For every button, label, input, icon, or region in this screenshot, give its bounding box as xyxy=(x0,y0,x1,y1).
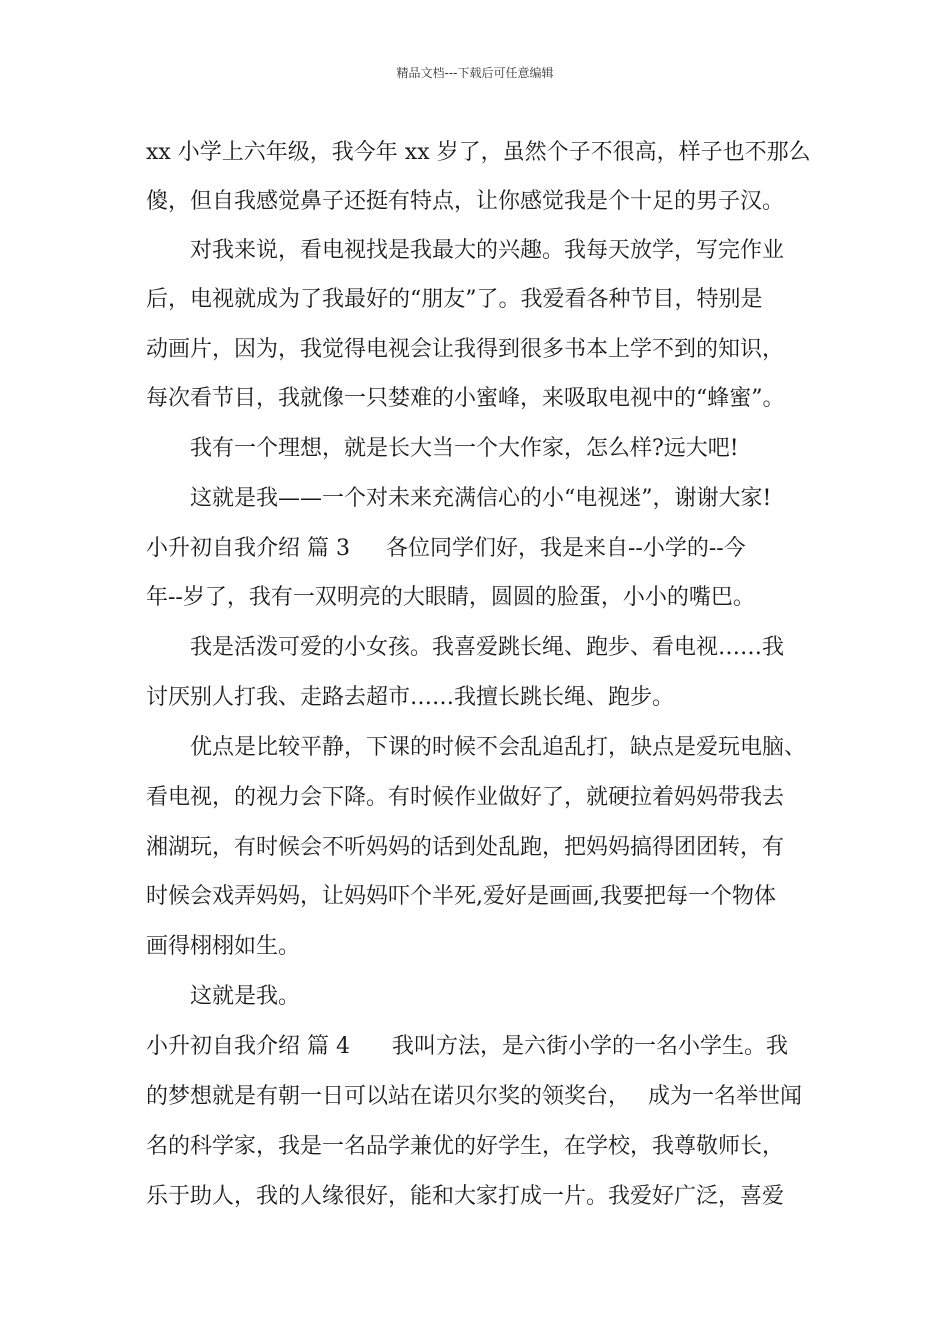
text-segment: 的梦想就是有朝一日可以站在诺贝尔奖的领奖台， xyxy=(146,1084,631,1109)
text-line: 乐于助人，我的人缘很好，能和大家打成一片。我爱好广泛，喜爱 xyxy=(146,1184,785,1209)
section-text: 我叫方法，是六街小学的一名小学生。我 xyxy=(391,1034,788,1059)
section-heading: 小升初自我介绍 篇 4 xyxy=(146,1034,350,1059)
text-line: 讨厌别人打我、走路去超市……我擅长跳长绳、跑步。 xyxy=(146,685,675,710)
paragraph-start: 我是活泼可爱的小女孩。我喜爱跳长绳、跑步、看电视……我 xyxy=(190,635,785,660)
section-text: 各位同学们好，我是来自--小学的--今 xyxy=(385,536,746,561)
text-line: 湘湖玩，有时候会不听妈妈的话到处乱跑，把妈妈搞得团团转，有 xyxy=(146,835,785,860)
text-line: 年--岁了，我有一双明亮的大眼睛，圆圆的脸蛋，小小的嘴巴。 xyxy=(146,585,755,610)
paragraph-start: 优点是比较平静，下课的时候不会乱追乱打，缺点是爱玩电脑、 xyxy=(190,735,807,760)
text-line: 每次看节目，我就像一只婪难的小蜜峰，来吸取电视中的“蜂蜜”。 xyxy=(146,386,785,411)
text-line: 看电视，的视力会下降。有时候作业做好了，就硬拉着妈妈带我去 xyxy=(146,785,785,810)
text-line xyxy=(146,1082,802,1112)
text-line: 动画片，因为，我觉得电视会让我得到很多书本上学不到的知识， xyxy=(146,337,785,362)
paragraph-start: 这就是我——一个对未来充满信心的小“电视迷”，谢谢大家! xyxy=(190,486,772,511)
paragraph-start: 我有一个理想，就是长大当一个大作家，怎么样?远大吧! xyxy=(190,436,739,461)
section-heading: 小升初自我介绍 篇 3 xyxy=(146,536,350,561)
text-line: 后，电视就成为了我最好的“朋友”了。我爱看各种节目，特别是 xyxy=(146,287,763,312)
text-line: 画得栩栩如生。 xyxy=(146,934,301,959)
section-3-line xyxy=(146,534,746,564)
text-line: 时候会戏弄妈妈，让妈妈吓个半死,爱好是画画,我要把每一个物体 xyxy=(146,884,776,909)
text-segment: 成为一名举世闻 xyxy=(648,1084,803,1109)
text-line: xx 小学上六年级，我今年 xx 岁了，虽然个子不很高，样子也不那么 xyxy=(146,140,811,165)
text-line: 名的科学家，我是一名品学兼优的好学生，在学校，我尊敬师长， xyxy=(146,1134,785,1159)
paragraph-start: 这就是我。 xyxy=(190,984,301,1009)
section-4-line xyxy=(146,1032,788,1062)
text-line: 傻，但自我感觉鼻子还挺有特点，让你感觉我是个十足的男子汉。 xyxy=(146,189,785,214)
paragraph-start: 对我来说，看电视找是我最大的兴趣。我每天放学，写完作业 xyxy=(190,238,785,263)
page-header: 精品文档---下载后可任意编辑 xyxy=(396,66,554,80)
